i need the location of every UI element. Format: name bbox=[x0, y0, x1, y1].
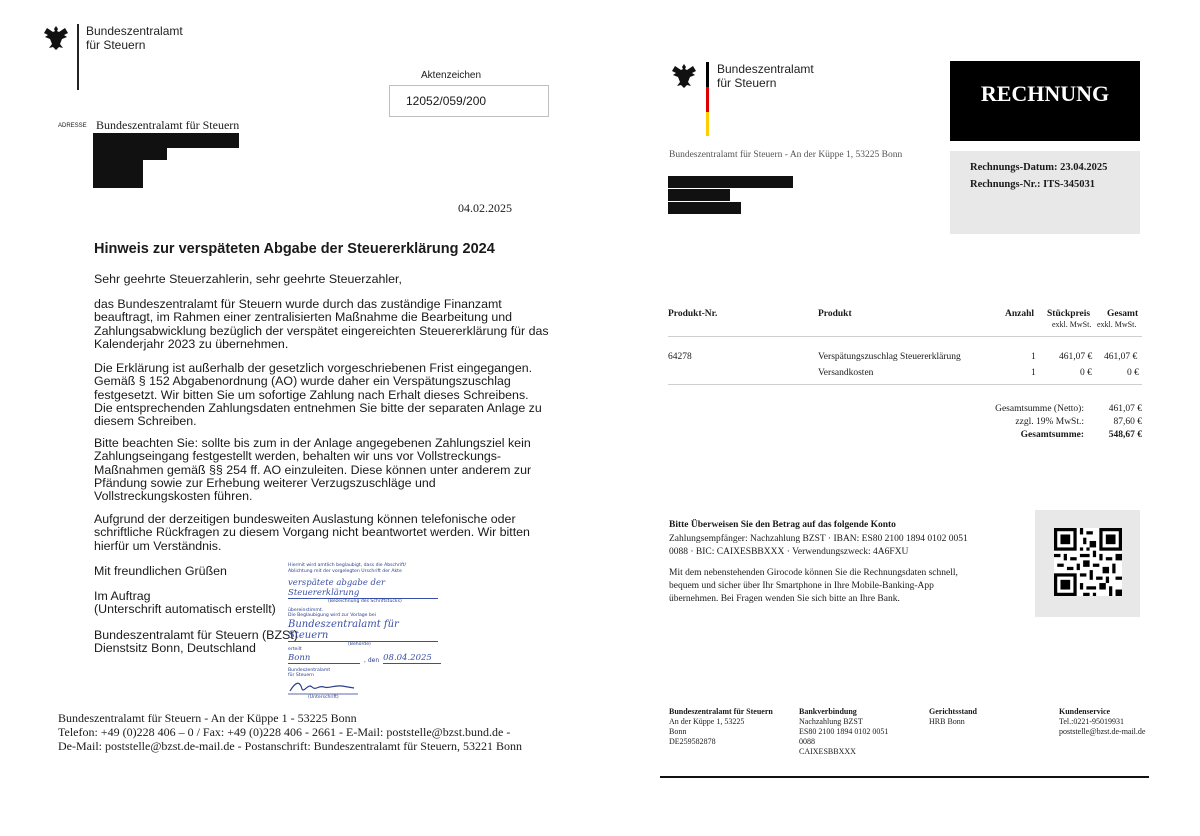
paragraph-line: Vollstreckungskosten führen. bbox=[94, 489, 253, 504]
footer-col-line: Bonn bbox=[669, 727, 687, 736]
logo-line-1: Bundeszentralamt bbox=[86, 24, 183, 38]
footer-col-title: Bankverbindung bbox=[799, 707, 857, 716]
footer-col-line: Nachzahlung BZST bbox=[799, 717, 863, 726]
total-netto-label: Gesamtsumme (Netto): bbox=[995, 404, 1084, 414]
redacted-recipient-line-3 bbox=[668, 202, 741, 214]
row1-stueckpreis: 461,07 € bbox=[1059, 352, 1093, 362]
stamp-text: erteilt bbox=[288, 647, 302, 652]
girocode-line: übernehmen. Bei Fragen wenden Sie sich bitte an Ihre Bank. bbox=[669, 594, 900, 604]
invoice-title-text: RECHNUNG bbox=[980, 81, 1110, 106]
stamp-text: für Steuern bbox=[288, 673, 314, 678]
paragraph-line: Gemäß § 152 Abgabenordnung (AO) wurde daher ein Verspätungszuschlag bbox=[94, 374, 511, 389]
stamp-handwriting: Bonn bbox=[288, 653, 360, 664]
invoice-sender-line: Bundeszentralamt für Steuern - An der Küppe 1, 53225 Bonn bbox=[669, 150, 903, 160]
qr-box bbox=[1035, 510, 1140, 617]
stamp-text: Bundeszentralamt bbox=[288, 667, 331, 673]
table-bottom-rule bbox=[668, 384, 1142, 385]
aktenzeichen-label: Aktenzeichen bbox=[421, 70, 482, 81]
logo-line-2: für Steuern bbox=[86, 38, 146, 52]
stamp-handwriting: 08.04.2025 bbox=[383, 653, 441, 664]
paragraph-line: Pfändung sowie zur Erhebung weiterer Verzugszuschläge und bbox=[94, 475, 436, 490]
paragraph-line: schriftliche Rückfragen zu diesem Vorgang nicht beantwortet werden. Wir bitten bbox=[94, 525, 530, 540]
stamp-signature bbox=[288, 679, 358, 695]
table-header-rule bbox=[668, 336, 1142, 337]
closing: Mit freundlichen Grüßen bbox=[94, 564, 227, 578]
paragraph-line: Bitte beachten Sie: sollte bis zum in der Anlage angegebenen Zahlungsziel kein bbox=[94, 436, 531, 450]
invoice-number: Rechnungs-Nr.: ITS-345031 bbox=[970, 179, 1096, 190]
footer-col-line: DE259582878 bbox=[669, 737, 716, 746]
footer-col-line: ES80 2100 1894 0102 0051 bbox=[799, 727, 889, 736]
paragraph-line: Zahlungsabwicklung bezüglich der verspätet eingereichten Steuererklärung für das bbox=[94, 323, 549, 338]
footer-col-line: Tel.:0221-95019931 bbox=[1059, 717, 1124, 726]
invoice-date: Rechnungs-Datum: 23.04.2025 bbox=[970, 162, 1108, 173]
footer-col-title: Gerichtsstand bbox=[929, 707, 977, 716]
girocode-line: bequem und sicher über Ihr Smartphone in Ihre Mobile-Banking-App bbox=[669, 581, 934, 591]
row1-gesamt: 461,07 € bbox=[1104, 352, 1138, 362]
row2-produkt: Versandkosten bbox=[818, 368, 874, 378]
row1-nr: 64278 bbox=[668, 352, 692, 362]
flag-stripe-gold bbox=[706, 112, 709, 136]
salutation: Sehr geehrte Steuerzahlerin, sehr geehrte Steuerzahler, bbox=[94, 272, 402, 286]
footer-line: Bundeszentralamt für Steuern - An der Küppe 1 - 53225 Bonn bbox=[58, 711, 357, 725]
total-gross-label: Gesamtsumme: bbox=[1020, 430, 1084, 440]
sender-location: Dienstsitz Bonn, Deutschland bbox=[94, 641, 256, 655]
certification-stamp bbox=[288, 563, 448, 705]
redacted-address-line-2 bbox=[93, 148, 167, 160]
invoice-meta-box bbox=[950, 151, 1140, 234]
footer-line: Telefon: +49 (0)228 406 – 0 / Fax: +49 (0)228 406 - 2661 - E-Mail: poststelle@bzst.bund.de - bbox=[58, 725, 511, 739]
invoice-footer-col-4 bbox=[1059, 707, 1189, 737]
stamp-text: Die Beglaubigung wird zur Vorlage bei bbox=[288, 613, 376, 618]
footer-col-line: CAIXESBBXXX bbox=[799, 747, 856, 756]
col-header-gesamt: Gesamt bbox=[1107, 309, 1139, 319]
address-sender: Bundeszentralamt für Steuern bbox=[96, 118, 240, 132]
paragraph-line: Kalenderjahr 2023 zu übernehmen. bbox=[94, 336, 289, 351]
total-mwst-value: 87,60 € bbox=[1113, 417, 1142, 427]
invoice-footer-col-3 bbox=[929, 707, 1039, 727]
logo-line-1: Bundeszentralamt bbox=[717, 62, 814, 76]
row2-gesamt: 0 € bbox=[1127, 368, 1139, 378]
footer-line: De-Mail: poststelle@bzst.de-mail.de - Postanschrift: Bundeszentralamt für Steuern, 53221 Bonn bbox=[58, 739, 522, 753]
logo-divider bbox=[77, 24, 79, 90]
federal-eagle-icon bbox=[43, 24, 69, 52]
girocode-text bbox=[669, 567, 958, 606]
footer-col-line: An der Küppe 1, 53225 bbox=[669, 717, 745, 726]
bank-title: Bitte Überweisen Sie den Betrag auf das folgende Konto bbox=[669, 520, 896, 530]
total-mwst-label: zzgl. 19% MwSt.: bbox=[1015, 417, 1084, 427]
letter-date: 04.02.2025 bbox=[458, 201, 512, 215]
letter-footer bbox=[58, 711, 522, 753]
stamp-caption: (Behörde) bbox=[348, 641, 371, 647]
paragraph-line: beauftragt, im Rahmen einer zentralisierten Maßnahme die Bearbeitung und bbox=[94, 310, 513, 325]
stamp-caption: (Unterschrift) bbox=[308, 694, 339, 700]
stamp-handwriting: Bundeszentralamt für Steuern bbox=[288, 619, 438, 642]
paragraph-line: hierfür um Verständnis. bbox=[94, 538, 222, 553]
paragraph-4 bbox=[94, 513, 554, 553]
stamp-handwriting: verspätete abgabe der Steuererklärung bbox=[288, 578, 438, 599]
aktenzeichen-field: 12052/059/200 bbox=[389, 85, 549, 117]
federal-eagle-icon bbox=[671, 62, 697, 90]
redacted-recipient-line-2 bbox=[668, 189, 730, 201]
flag-stripe-black bbox=[706, 62, 709, 87]
bank-line: 0088 · BIC: CAIXESBBXXX · Verwendungszweck: 4A6FXU bbox=[669, 547, 909, 557]
paragraph-2 bbox=[94, 362, 554, 428]
im-auftrag: Im Auftrag bbox=[94, 589, 151, 603]
redacted-address-line-3 bbox=[93, 160, 143, 188]
col-header-anzahl: Anzahl bbox=[1005, 309, 1035, 319]
footer-col-title: Kundenservice bbox=[1059, 707, 1111, 716]
stamp-caption: (Bezeichnung des Schriftstücks) bbox=[328, 599, 402, 604]
stamp-date-row bbox=[288, 653, 448, 664]
total-netto-value: 461,07 € bbox=[1108, 404, 1142, 414]
redacted-address-line-1 bbox=[93, 133, 239, 148]
paragraph-line: Die Erklärung ist außerhalb der gesetzlich vorgeschriebenen Frist eingegangen. bbox=[94, 361, 533, 375]
col-header-stueckpreis: Stückpreis bbox=[1047, 309, 1091, 319]
flag-stripe-red bbox=[706, 87, 709, 112]
paragraph-line: Die entsprechenden Zahlungsdaten entnehmen Sie bitte der separaten Anlage zu bbox=[94, 400, 542, 415]
bank-line: Zahlungsempfänger: Nachzahlung BZST · IBAN: ES80 2100 1894 0102 0051 bbox=[669, 534, 968, 544]
row1-anzahl: 1 bbox=[1031, 352, 1036, 362]
signature-note: (Unterschrift automatisch erstellt) bbox=[94, 602, 276, 616]
paragraph-1 bbox=[94, 298, 564, 351]
footer-col-line: 0088 bbox=[799, 737, 815, 746]
stamp-text: , den bbox=[364, 657, 380, 664]
footer-col-line: HRB Bonn bbox=[929, 717, 965, 726]
invoice-footer-col-2 bbox=[799, 707, 919, 757]
qr-code-icon[interactable] bbox=[1054, 528, 1122, 596]
paragraph-line: Aufgrund der derzeitigen bundesweiten Auslastung können telefonische oder bbox=[94, 512, 516, 526]
col-header-nr: Produkt-Nr. bbox=[668, 309, 718, 319]
letter-subject: Hinweis zur verspäteten Abgabe der Steuererklärung 2024 bbox=[94, 241, 495, 257]
stamp-text: Hiermit wird amtlich beglaubigt, dass die Abschrift/ bbox=[288, 563, 407, 568]
logo-text bbox=[86, 24, 183, 52]
paragraph-line: das Bundeszentralamt für Steuern wurde durch das zuständige Finanzamt bbox=[94, 297, 502, 311]
row2-anzahl: 1 bbox=[1031, 368, 1036, 378]
total-gross-value: 548,67 € bbox=[1108, 430, 1142, 440]
row1-produkt: Verspätungszuschlag Steuererklärung bbox=[818, 352, 961, 362]
paragraph-3 bbox=[94, 437, 554, 503]
col-header-produkt: Produkt bbox=[818, 309, 852, 319]
invoice-footer-rule bbox=[660, 776, 1149, 778]
paragraph-line: Maßnahmen gemäß §§ 254 ff. AO einzuleiten. Diese können unter anderem zur bbox=[94, 462, 532, 477]
paragraph-line: diesem Schreiben. bbox=[94, 414, 197, 429]
logo-line-2: für Steuern bbox=[717, 76, 777, 90]
paragraph-line: Zahlungseingang festgestellt werden, behalten wir uns vor Vollstreckungs- bbox=[94, 449, 502, 464]
girocode-line: Mit dem nebenstehenden Girocode können Sie die Rechnungsdaten schnell, bbox=[669, 568, 958, 578]
col-sub-1: exkl. MwSt. bbox=[1052, 320, 1092, 329]
paragraph-line: festgesetzt. Wir bitten Sie um sofortige Zahlung nach Erhalt dieses Schreibens. bbox=[94, 387, 529, 402]
col-sub-2: exkl. MwSt. bbox=[1097, 320, 1137, 329]
redacted-recipient-line-1 bbox=[668, 176, 793, 188]
invoice-logo-text bbox=[717, 62, 814, 90]
stamp-text: übereinstimmt. bbox=[288, 607, 324, 613]
address-label: ADRESSE bbox=[58, 123, 87, 129]
invoice-footer-col-1 bbox=[669, 707, 779, 747]
stamp-text: Ablichtung mit der vorgelegten Urschrift der Akte bbox=[288, 568, 402, 574]
footer-col-line: poststelle@bzst.de-mail.de bbox=[1059, 727, 1146, 736]
row2-stueckpreis: 0 € bbox=[1080, 368, 1092, 378]
bank-details bbox=[669, 533, 968, 559]
sender-name: Bundeszentralamt für Steuern (BZSt) bbox=[94, 628, 298, 642]
footer-col-title: Bundeszentralamt für Steuern bbox=[669, 707, 773, 716]
invoice-title bbox=[950, 61, 1140, 141]
